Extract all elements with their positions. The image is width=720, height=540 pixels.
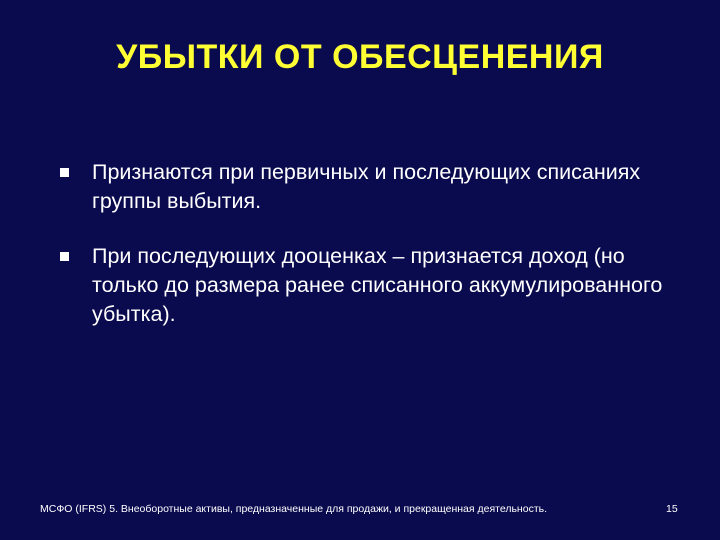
- bullet-text: При последующих дооценках – признается доход (но только до размера ранее списанного аккумулированного убытка).: [92, 244, 663, 326]
- bullet-text: Признаются при первичных и последующих списаниях группы выбытия.: [92, 160, 641, 213]
- page-number: 15: [666, 503, 678, 515]
- bullet-list: [60, 158, 680, 355]
- slide-title: УБЫТКИ ОТ ОБЕСЦЕНЕНИЯ: [116, 38, 604, 76]
- square-bullet-icon: [60, 168, 69, 177]
- bullet-item: [60, 242, 680, 329]
- square-bullet-icon: [60, 252, 69, 261]
- bullet-item: [60, 158, 680, 216]
- slide-footer: МСФО (IFRS) 5. Внеоборотные активы, предназначенные для продажи, и прекращенная деятельность.: [40, 503, 548, 515]
